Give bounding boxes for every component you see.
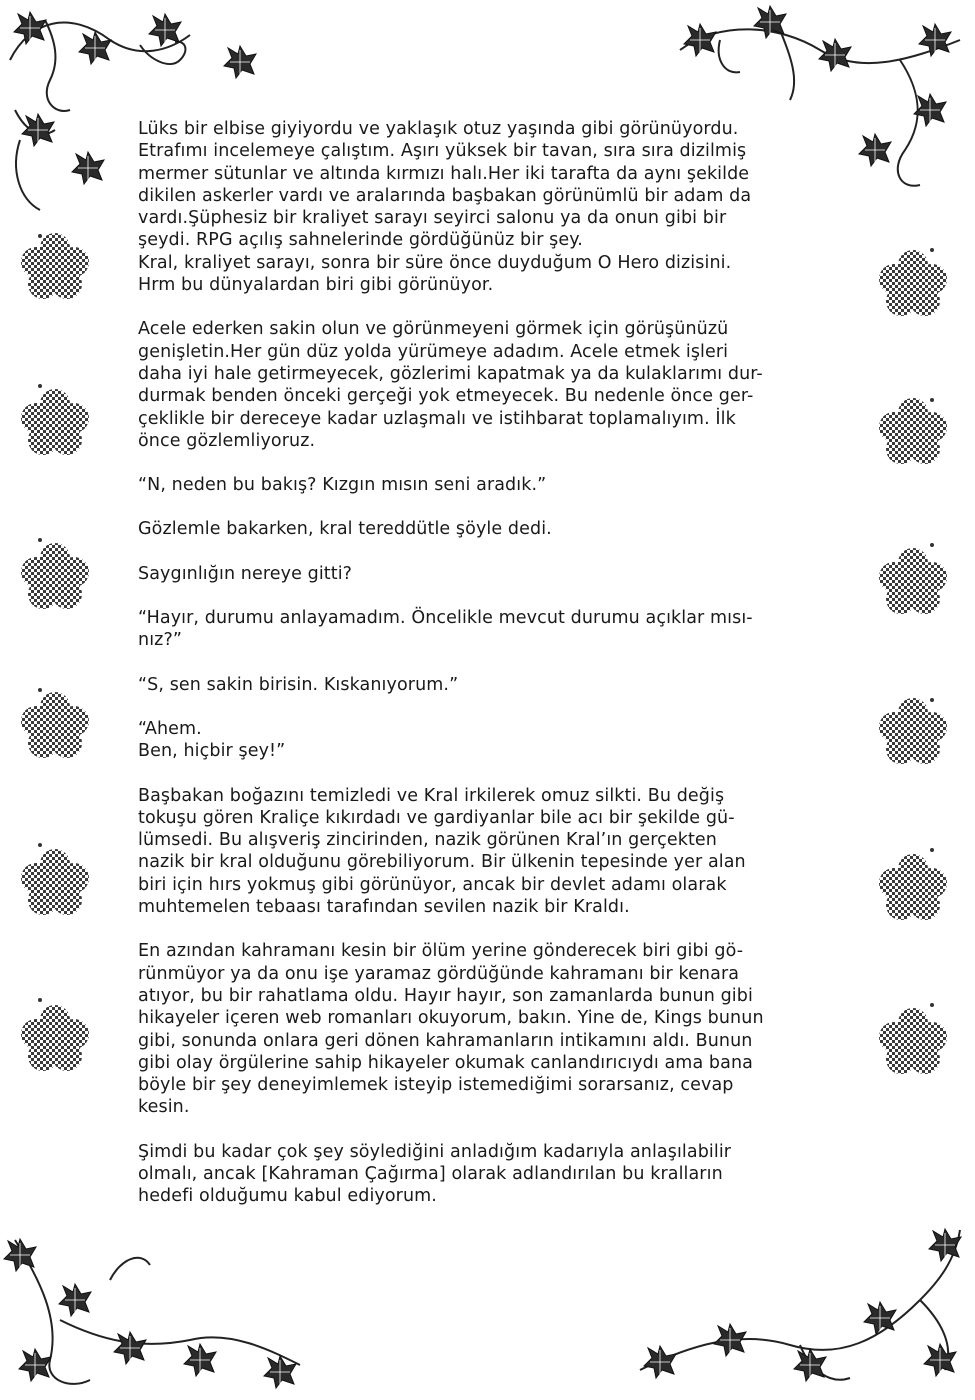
dialogue-line: “N, neden bu bakış? Kızgın mısın seni aradık.” [138, 475, 547, 496]
dialogue-line: “S, sen sakin birisin. Kıskanıyorum.” [138, 674, 459, 695]
dialogue-line: “Ahem. Ben, hiçbir şey!” [138, 718, 286, 762]
flower-icon [21, 233, 89, 299]
leaf-icon [929, 1229, 961, 1261]
dialogue-line: “Hayır, durumu anlayamadım. Öncelikle mevcut durumu açıklar mısı- nız?” [138, 608, 753, 651]
story-text [138, 118, 850, 1230]
leaf-icon [19, 1349, 51, 1381]
leaf-icon [684, 24, 716, 56]
flower-icon [21, 849, 89, 915]
vine-bottom-left [15, 1240, 300, 1384]
paragraph: Şimdi bu kadar çok şey söylediğini anladığım kadarıyla anlaşılabilir olmalı, ancak [Kahraman Çağırma] olarak adlandırılan bu kralların hedefi olduğumu kabul ediyorum. [138, 1141, 732, 1207]
leaf-icon [819, 39, 851, 71]
leaf-icon [644, 1346, 676, 1378]
paragraph: Acele ederken sakin olun ve görünmeyeni görmek için görüşünüzü genişletin.Her gün düz yolda yürümeye adadım. Acele etmek işleri daha iyi hale getirmeyecek, gözlerimi kapatmak ya da kulaklarımı dur- durmak benden önceki gerçeği yok etmeyecek. Bu nedenle önce ger- çeklikle bir dereceye kadar uzlaşmalı ve istihbarat toplamalıyım. İlk önce gözlemliyoruz. [138, 319, 763, 451]
leaf-icon [149, 14, 181, 46]
leaf-icon [14, 12, 46, 44]
flower-icon [879, 1008, 947, 1074]
leaf-icon [72, 152, 104, 184]
leaf-icon [924, 1344, 956, 1376]
flower-icon [879, 250, 947, 316]
paragraph: Gözlemle bakarken, kral tereddütle şöyle dedi. [138, 519, 552, 540]
leaf-icon [114, 1332, 146, 1364]
leaf-icon [914, 94, 946, 126]
flower-icon [879, 398, 947, 464]
leaf-icon [4, 1239, 36, 1271]
leaf-icon [184, 1344, 216, 1376]
leaf-icon [794, 1349, 826, 1381]
flower-icon [21, 543, 89, 609]
leaf-icon [22, 114, 54, 146]
flower-icon [879, 698, 947, 764]
flower-icon [21, 1005, 89, 1071]
flower-icon [879, 548, 947, 614]
leaf-icon [919, 24, 951, 56]
leaf-icon [859, 134, 891, 166]
paragraph: Başbakan boğazını temizledi ve Kral irkilerek omuz silkti. Bu değiş tokuşu gören Kraliçe kıkırdadı ve gardiyanlar bile acı bir şekilde gü- lümsedi. Bu alışveriş zincirinden, nazik görünen Kral’ın gerçekten nazik bir kral olduğunu görebiliyorum. Bir ülkenin tepesinde yer alan biri için hırs yokmuş gibi görünüyor, ancak bir devlet adamı olarak muhtemelen tebaası tarafından sevilen nazik bir Kraldı. [138, 785, 746, 918]
leaf-icon [864, 1302, 896, 1334]
paragraph: Saygınlığın nereye gitti? [138, 563, 353, 584]
leaf-icon [224, 46, 256, 78]
leaf-icon [754, 6, 786, 38]
flower-icon [21, 692, 89, 758]
flower-icon [21, 389, 89, 455]
leaf-icon [714, 1324, 746, 1356]
paragraph: Lüks bir elbise giyiyordu ve yaklaşık otuz yaşında gibi görünüyordu. Etrafımı incelemeye çalıştım. Aşırı yüksek bir tavan, sıra sıra dizilmiş mermer sütunlar ve altında kırmızı halı.Her iki tarafta da aynı şekilde dikilen askerler vardı ve aralarında başbakan görünümlü bir adam da vardı.Şüphesiz bir kraliyet sarayı seyirci salonu ya da onun gibi bir şeydi. RPG açılış sahnelerinde gördüğünüz bir şey. Kral, kraliyet sarayı, sonra bir süre önce duyduğum O Hero dizisini. Hrm bu dünyalardan biri gibi görünüyor. [138, 119, 752, 296]
leaf-icon [59, 1284, 91, 1316]
paragraph: En azından kahramanı kesin bir ölüm yerine gönderecek biri gibi gö- rünmüyor ya da onu işe yaramaz gördüğünde kahramanı bir kenara atıyor, bu bir rahatlama oldu. Hayır hayır, son zamanlarda bunun gibi hikayeler içeren web romanları okuyorum, bakın. Yine de, Kings bunun gibi, sonunda onlara geri dönen kahramanların intikamını aldı. Bunun gibi olay örgülerine sahip hikayeler okumak canlandırıcıydı ama bana böyle bir şey deneyimlemek isteyip istemediğimi sorarsanız, cevap kesin. [138, 941, 764, 1118]
flower-icon [879, 854, 947, 920]
